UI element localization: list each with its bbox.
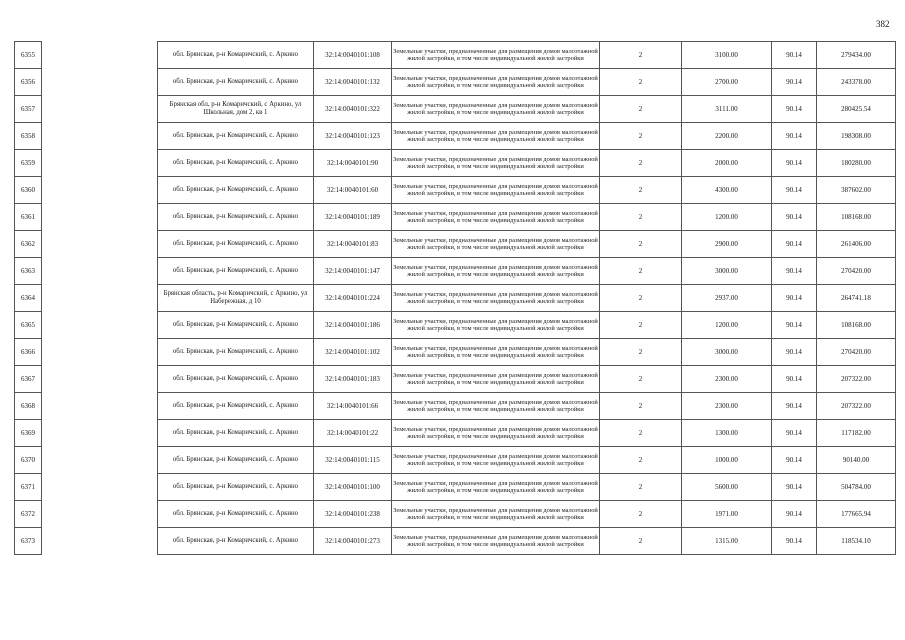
cadastral-value-cell: 207322.00: [817, 393, 896, 420]
blank-cell: [42, 177, 158, 204]
blank-cell: [42, 474, 158, 501]
cadastral-number-cell: 32:14:0040101:132: [314, 69, 392, 96]
category-cell: 2: [600, 285, 682, 312]
blank-cell: [42, 420, 158, 447]
rate-cell: 90.14: [772, 150, 817, 177]
cadastral-number-cell: 32:14:0040101:66: [314, 393, 392, 420]
address-cell: обл. Брянская, р-н Комаричский, с. Аркино: [158, 258, 314, 285]
address-cell: обл. Брянская, р-н Комаричский, с. Аркино: [158, 474, 314, 501]
land-use-cell: Земельные участки, предназначенные для размещения домов малоэтажной жилой застройки, в том числе индивидуальной жилой застройки: [392, 150, 600, 177]
land-use-cell: Земельные участки, предназначенные для размещения домов малоэтажной жилой застройки, в том числе индивидуальной жилой застройки: [392, 204, 600, 231]
cadastral-number-cell: 32:14:0040101:186: [314, 312, 392, 339]
blank-cell: [42, 501, 158, 528]
rate-cell: 90.14: [772, 177, 817, 204]
cadastral-value-cell: 90140.00: [817, 447, 896, 474]
row-number-cell: 6368: [15, 393, 42, 420]
cadastral-value-cell: 177665.94: [817, 501, 896, 528]
rate-cell: 90.14: [772, 42, 817, 69]
cadastral-value-cell: 198308.00: [817, 123, 896, 150]
area-cell: 1315.00: [682, 528, 772, 555]
category-cell: 2: [600, 339, 682, 366]
area-cell: 3000.00: [682, 258, 772, 285]
cadastral-number-cell: 32:14:0040101:108: [314, 42, 392, 69]
category-cell: 2: [600, 258, 682, 285]
rate-cell: 90.14: [772, 528, 817, 555]
rate-cell: 90.14: [772, 204, 817, 231]
category-cell: 2: [600, 42, 682, 69]
table-row: [15, 447, 896, 474]
address-cell: обл. Брянская, р-н Комаричский, с. Аркино: [158, 312, 314, 339]
land-use-cell: Земельные участки, предназначенные для размещения домов малоэтажной жилой застройки, в том числе индивидуальной жилой застройки: [392, 69, 600, 96]
cadastral-number-cell: 32:14:0040101:90: [314, 150, 392, 177]
rate-cell: 90.14: [772, 258, 817, 285]
cadastral-number-cell: 32:14:0040101:273: [314, 528, 392, 555]
table-row: [15, 96, 896, 123]
category-cell: 2: [600, 528, 682, 555]
category-cell: 2: [600, 69, 682, 96]
area-cell: 1300.00: [682, 420, 772, 447]
row-number-cell: 6370: [15, 447, 42, 474]
table-body: [15, 42, 896, 555]
blank-cell: [42, 393, 158, 420]
cadastral-value-cell: 207322.00: [817, 366, 896, 393]
land-use-cell: Земельные участки, предназначенные для размещения домов малоэтажной жилой застройки, в том числе индивидуальной жилой застройки: [392, 420, 600, 447]
land-use-cell: Земельные участки, предназначенные для размещения домов малоэтажной жилой застройки, в том числе индивидуальной жилой застройки: [392, 366, 600, 393]
area-cell: 2900.00: [682, 231, 772, 258]
row-number-cell: 6371: [15, 474, 42, 501]
rate-cell: 90.14: [772, 474, 817, 501]
address-cell: обл. Брянская, р-н Комаричский, с. Аркино: [158, 231, 314, 258]
row-number-cell: 6362: [15, 231, 42, 258]
category-cell: 2: [600, 96, 682, 123]
area-cell: 2200.00: [682, 123, 772, 150]
area-cell: 2937.00: [682, 285, 772, 312]
land-use-cell: Земельные участки, предназначенные для размещения домов малоэтажной жилой застройки, в том числе индивидуальной жилой застройки: [392, 42, 600, 69]
row-number-cell: 6369: [15, 420, 42, 447]
land-registry-table: [14, 41, 896, 555]
table-row: [15, 258, 896, 285]
row-number-cell: 6357: [15, 96, 42, 123]
category-cell: 2: [600, 231, 682, 258]
area-cell: 4300.00: [682, 177, 772, 204]
area-cell: 3111.00: [682, 96, 772, 123]
cadastral-number-cell: 32:14:0040101:100: [314, 474, 392, 501]
cadastral-value-cell: 243378.00: [817, 69, 896, 96]
address-cell: обл. Брянская, р-н Комаричский, с. Аркино: [158, 339, 314, 366]
row-number-cell: 6373: [15, 528, 42, 555]
cadastral-number-cell: 32:14:0040101:102: [314, 339, 392, 366]
address-cell: Брянская обл, р-н Комаричский, с Аркино, ул Школьная, дом 2, кв 1: [158, 96, 314, 123]
category-cell: 2: [600, 366, 682, 393]
cadastral-number-cell: 32:14:0040101:224: [314, 285, 392, 312]
land-use-cell: Земельные участки, предназначенные для размещения домов малоэтажной жилой застройки, в том числе индивидуальной жилой застройки: [392, 447, 600, 474]
category-cell: 2: [600, 312, 682, 339]
blank-cell: [42, 258, 158, 285]
table-row: [15, 42, 896, 69]
area-cell: 1200.00: [682, 312, 772, 339]
address-cell: обл. Брянская, р-н Комаричский, с. Аркино: [158, 528, 314, 555]
address-cell: обл. Брянская, р-н Комаричский, с. Аркино: [158, 204, 314, 231]
blank-cell: [42, 150, 158, 177]
blank-cell: [42, 339, 158, 366]
cadastral-value-cell: 108168.00: [817, 204, 896, 231]
blank-cell: [42, 528, 158, 555]
cadastral-value-cell: 504784.00: [817, 474, 896, 501]
area-cell: 2700.00: [682, 69, 772, 96]
rate-cell: 90.14: [772, 312, 817, 339]
table-row: [15, 420, 896, 447]
row-number-cell: 6365: [15, 312, 42, 339]
category-cell: 2: [600, 393, 682, 420]
category-cell: 2: [600, 177, 682, 204]
cadastral-value-cell: 264741.18: [817, 285, 896, 312]
table-row: [15, 393, 896, 420]
cadastral-value-cell: 117182.00: [817, 420, 896, 447]
row-number-cell: 6361: [15, 204, 42, 231]
row-number-cell: 6355: [15, 42, 42, 69]
category-cell: 2: [600, 474, 682, 501]
rate-cell: 90.14: [772, 285, 817, 312]
category-cell: 2: [600, 204, 682, 231]
cadastral-number-cell: 32:14:0040101:183: [314, 366, 392, 393]
address-cell: обл. Брянская, р-н Комаричский, с. Аркино: [158, 150, 314, 177]
area-cell: 2300.00: [682, 366, 772, 393]
rate-cell: 90.14: [772, 123, 817, 150]
rate-cell: 90.14: [772, 393, 817, 420]
rate-cell: 90.14: [772, 501, 817, 528]
area-cell: 2300.00: [682, 393, 772, 420]
table-row: [15, 339, 896, 366]
area-cell: 3100.00: [682, 42, 772, 69]
address-cell: обл. Брянская, р-н Комаричский, с. Аркино: [158, 420, 314, 447]
land-use-cell: Земельные участки, предназначенные для размещения домов малоэтажной жилой застройки, в том числе индивидуальной жилой застройки: [392, 258, 600, 285]
address-cell: обл. Брянская, р-н Комаричский, с. Аркино: [158, 366, 314, 393]
cadastral-value-cell: 270420.00: [817, 339, 896, 366]
address-cell: обл. Брянская, р-н Комаричский, с. Аркино: [158, 123, 314, 150]
table-row: [15, 150, 896, 177]
rate-cell: 90.14: [772, 339, 817, 366]
land-use-cell: Земельные участки, предназначенные для размещения домов малоэтажной жилой застройки, в том числе индивидуальной жилой застройки: [392, 501, 600, 528]
category-cell: 2: [600, 123, 682, 150]
address-cell: обл. Брянская, р-н Комаричский, с. Аркино: [158, 177, 314, 204]
cadastral-number-cell: 32:14:0040101:238: [314, 501, 392, 528]
row-number-cell: 6366: [15, 339, 42, 366]
address-cell: обл. Брянская, р-н Комаричский, с. Аркино: [158, 501, 314, 528]
address-cell: обл. Брянская, р-н Комаричский, с. Аркино: [158, 42, 314, 69]
land-use-cell: Земельные участки, предназначенные для размещения домов малоэтажной жилой застройки, в том числе индивидуальной жилой застройки: [392, 312, 600, 339]
land-use-cell: Земельные участки, предназначенные для размещения домов малоэтажной жилой застройки, в том числе индивидуальной жилой застройки: [392, 177, 600, 204]
cadastral-number-cell: 32:14:0040101:322: [314, 96, 392, 123]
rate-cell: 90.14: [772, 69, 817, 96]
blank-cell: [42, 231, 158, 258]
category-cell: 2: [600, 150, 682, 177]
table-row: [15, 177, 896, 204]
cadastral-value-cell: 270420.00: [817, 258, 896, 285]
blank-cell: [42, 123, 158, 150]
area-cell: 1000.00: [682, 447, 772, 474]
land-use-cell: Земельные участки, предназначенные для размещения домов малоэтажной жилой застройки, в том числе индивидуальной жилой застройки: [392, 393, 600, 420]
category-cell: 2: [600, 447, 682, 474]
cadastral-value-cell: 279434.00: [817, 42, 896, 69]
row-number-cell: 6363: [15, 258, 42, 285]
table-row: [15, 69, 896, 96]
land-use-cell: Земельные участки, предназначенные для размещения домов малоэтажной жилой застройки, в том числе индивидуальной жилой застройки: [392, 231, 600, 258]
blank-cell: [42, 69, 158, 96]
land-use-cell: Земельные участки, предназначенные для размещения домов малоэтажной жилой застройки, в том числе индивидуальной жилой застройки: [392, 123, 600, 150]
land-use-cell: Земельные участки, предназначенные для размещения домов малоэтажной жилой застройки, в том числе индивидуальной жилой застройки: [392, 474, 600, 501]
cadastral-number-cell: 32:14:0040101:147: [314, 258, 392, 285]
blank-cell: [42, 204, 158, 231]
address-cell: обл. Брянская, р-н Комаричский, с. Аркино: [158, 69, 314, 96]
cadastral-number-cell: 32:14:0040101:60: [314, 177, 392, 204]
area-cell: 1971.00: [682, 501, 772, 528]
table-row: [15, 312, 896, 339]
blank-cell: [42, 96, 158, 123]
rate-cell: 90.14: [772, 231, 817, 258]
area-cell: 3000.00: [682, 339, 772, 366]
table-row: [15, 285, 896, 312]
cadastral-number-cell: 32:14:0040101:189: [314, 204, 392, 231]
row-number-cell: 6364: [15, 285, 42, 312]
cadastral-number-cell: 32:14:0040101:115: [314, 447, 392, 474]
blank-cell: [42, 42, 158, 69]
rate-cell: 90.14: [772, 96, 817, 123]
row-number-cell: 6372: [15, 501, 42, 528]
cadastral-value-cell: 261406.00: [817, 231, 896, 258]
row-number-cell: 6367: [15, 366, 42, 393]
rate-cell: 90.14: [772, 366, 817, 393]
area-cell: 2000.00: [682, 150, 772, 177]
cadastral-value-cell: 280425.54: [817, 96, 896, 123]
address-cell: Брянская область, р-н Комаричский, с Аркино, ул Набережная, д 10: [158, 285, 314, 312]
address-cell: обл. Брянская, р-н Комаричский, с. Аркино: [158, 447, 314, 474]
address-cell: обл. Брянская, р-н Комаричский, с. Аркино: [158, 393, 314, 420]
table-row: [15, 528, 896, 555]
row-number-cell: 6359: [15, 150, 42, 177]
cadastral-value-cell: 118534.10: [817, 528, 896, 555]
table-row: [15, 366, 896, 393]
rate-cell: 90.14: [772, 420, 817, 447]
cadastral-value-cell: 180280.00: [817, 150, 896, 177]
cadastral-number-cell: 32:14:0040101:123: [314, 123, 392, 150]
blank-cell: [42, 312, 158, 339]
cadastral-value-cell: 387602.00: [817, 177, 896, 204]
cadastral-value-cell: 108168.00: [817, 312, 896, 339]
blank-cell: [42, 447, 158, 474]
category-cell: 2: [600, 501, 682, 528]
land-use-cell: Земельные участки, предназначенные для размещения домов малоэтажной жилой застройки, в том числе индивидуальной жилой застройки: [392, 528, 600, 555]
land-use-cell: Земельные участки, предназначенные для размещения домов малоэтажной жилой застройки, в том числе индивидуальной жилой застройки: [392, 339, 600, 366]
table-row: [15, 501, 896, 528]
row-number-cell: 6360: [15, 177, 42, 204]
table-row: [15, 231, 896, 258]
land-use-cell: Земельные участки, предназначенные для размещения домов малоэтажной жилой застройки, в том числе индивидуальной жилой застройки: [392, 96, 600, 123]
table-row: [15, 474, 896, 501]
blank-cell: [42, 366, 158, 393]
land-use-cell: Земельные участки, предназначенные для размещения домов малоэтажной жилой застройки, в том числе индивидуальной жилой застройки: [392, 285, 600, 312]
area-cell: 1200.00: [682, 204, 772, 231]
blank-cell: [42, 285, 158, 312]
cadastral-number-cell: 32:14:0040101:83: [314, 231, 392, 258]
rate-cell: 90.14: [772, 447, 817, 474]
table-row: [15, 123, 896, 150]
area-cell: 5600.00: [682, 474, 772, 501]
page-number: 382: [876, 19, 890, 29]
table-row: [15, 204, 896, 231]
row-number-cell: 6356: [15, 69, 42, 96]
row-number-cell: 6358: [15, 123, 42, 150]
category-cell: 2: [600, 420, 682, 447]
cadastral-number-cell: 32:14:0040101:22: [314, 420, 392, 447]
